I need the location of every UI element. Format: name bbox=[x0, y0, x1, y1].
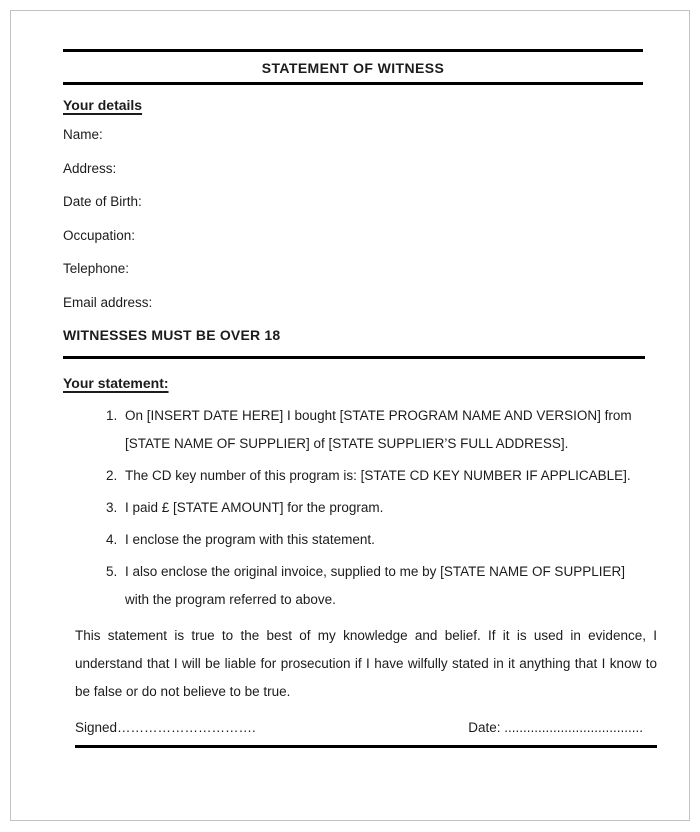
item-text: On [INSERT DATE HERE] I bought [STATE PROGRAM NAME AND VERSION] from [STATE NAME OF SUPPLIER] of [STATE SUPPLIER’S FULL ADDRESS]. bbox=[125, 408, 632, 451]
item-number: 3. bbox=[106, 500, 118, 515]
details-fields bbox=[63, 128, 689, 309]
signature-row bbox=[75, 721, 657, 735]
field-label-telephone: Telephone: bbox=[63, 261, 130, 276]
item-text: I also enclose the original invoice, supplied to me by [STATE NAME OF SUPPLIER] with the program referred to above. bbox=[125, 564, 625, 607]
witness-age-notice: WITNESSES MUST BE OVER 18 bbox=[63, 327, 281, 343]
field-label-name: Name: bbox=[63, 127, 103, 142]
item-number: 4. bbox=[106, 532, 118, 547]
field-label-email-address: Email address: bbox=[63, 294, 153, 310]
statement-item-1 bbox=[106, 402, 689, 458]
field-label-date-of-birth: Date of Birth: bbox=[63, 194, 142, 209]
item-text: I paid £ [STATE AMOUNT] for the program. bbox=[125, 500, 384, 515]
horizontal-rule-divider bbox=[63, 356, 645, 359]
declaration-paragraph: This statement is true to the best of my knowledge and belief. If it is used in evidence, I understand that I will be liable for prosecution if I have wilfully stated in it anything that I know to be false or do not believe to be true. bbox=[75, 628, 657, 699]
field-label-occupation: Occupation: bbox=[63, 227, 136, 243]
statement-item-4 bbox=[106, 526, 689, 554]
statement-list bbox=[106, 402, 689, 614]
document-title: STATEMENT OF WITNESS bbox=[261, 60, 445, 76]
declaration-block bbox=[75, 622, 657, 748]
item-text: The CD key number of this program is: [STATE CD KEY NUMBER IF APPLICABLE]. bbox=[125, 468, 631, 483]
signed-line: Signed…………………………. bbox=[75, 720, 256, 735]
horizontal-rule-bottom bbox=[75, 745, 657, 748]
item-text: I enclose the program with this statement. bbox=[125, 532, 375, 547]
item-number: 5. bbox=[106, 564, 118, 579]
date-line: Date: ..................................... bbox=[468, 720, 643, 735]
item-number: 1. bbox=[106, 408, 118, 423]
field-label-address: Address: bbox=[63, 160, 117, 176]
item-number: 2. bbox=[106, 468, 118, 483]
statement-item-5 bbox=[106, 558, 689, 614]
statement-item-3 bbox=[106, 494, 689, 522]
your-statement-heading: Your statement: bbox=[63, 375, 169, 391]
title-block bbox=[63, 49, 643, 85]
document-page bbox=[10, 10, 690, 821]
statement-item-2 bbox=[106, 462, 689, 490]
your-details-heading: Your details bbox=[63, 97, 143, 113]
